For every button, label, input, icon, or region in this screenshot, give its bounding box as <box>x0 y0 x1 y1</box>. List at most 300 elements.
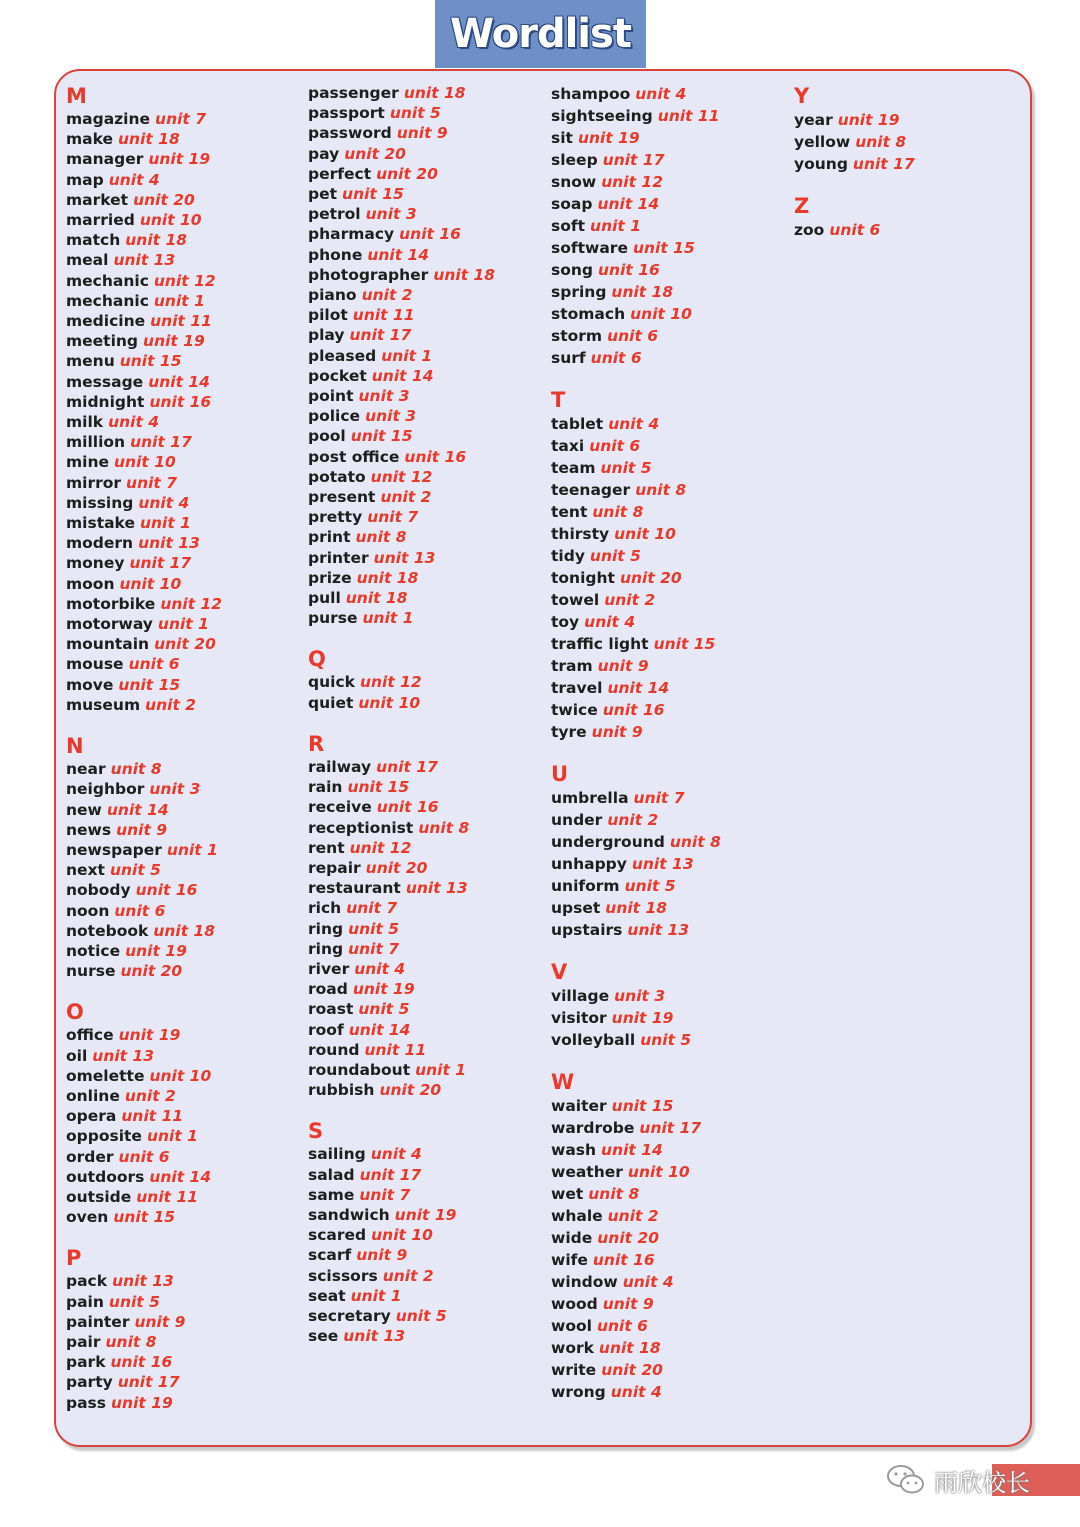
unit-ref: unit 4 <box>584 613 636 631</box>
word: sailing <box>308 1145 366 1164</box>
unit-ref: unit 1 <box>350 1286 402 1305</box>
word-entry <box>66 961 222 981</box>
unit-ref: unit 18 <box>598 1339 661 1357</box>
unit-ref: unit 20 <box>133 190 195 209</box>
unit-ref: unit 5 <box>624 877 676 895</box>
unit-ref: unit 16 <box>404 447 467 466</box>
word-entry <box>66 594 222 614</box>
word-entry <box>551 325 721 347</box>
unit-ref: unit 4 <box>108 413 160 432</box>
word-entry <box>66 1086 222 1106</box>
letter-section <box>551 1069 721 1403</box>
unit-ref: unit 8 <box>669 833 721 851</box>
letter-section <box>551 83 721 369</box>
unit-ref: unit 2 <box>380 488 432 507</box>
word: market <box>66 190 129 209</box>
unit-ref: unit 16 <box>399 225 461 244</box>
word-entry <box>551 215 721 237</box>
unit-ref: unit 10 <box>630 305 692 323</box>
word-entry <box>551 457 721 479</box>
word: point <box>308 387 354 406</box>
unit-ref: unit 1 <box>415 1060 467 1079</box>
word: piano <box>308 286 357 305</box>
word: restaurant <box>308 879 401 898</box>
word-entry <box>66 1372 222 1392</box>
word: nobody <box>66 881 131 900</box>
word-entry <box>551 1117 721 1139</box>
word: newspaper <box>66 840 162 859</box>
word: pretty <box>308 508 363 527</box>
watermark <box>886 1460 1030 1500</box>
word-entry <box>308 1144 495 1164</box>
word: wrong <box>551 1383 606 1401</box>
unit-ref: unit 5 <box>358 1000 410 1019</box>
unit-ref: unit 2 <box>145 695 197 714</box>
word: rain <box>308 778 343 797</box>
word: photographer <box>308 265 429 284</box>
word: pocket <box>308 366 367 385</box>
unit-ref: unit 12 <box>160 594 223 613</box>
word-entry <box>66 190 222 210</box>
word-entry <box>308 588 495 608</box>
word: round <box>308 1040 360 1059</box>
unit-ref: unit 18 <box>125 231 188 250</box>
unit-ref: unit 10 <box>371 1226 433 1245</box>
word: snow <box>551 173 597 191</box>
word: online <box>66 1086 120 1105</box>
unit-ref: unit 17 <box>129 554 192 573</box>
word: wife <box>551 1251 588 1269</box>
word-entry <box>551 1315 721 1337</box>
word-entry <box>66 779 222 799</box>
word: omelette <box>66 1066 145 1085</box>
word: police <box>308 407 361 426</box>
word-entry <box>551 193 721 215</box>
word: pet <box>308 185 338 204</box>
unit-ref: unit 16 <box>602 701 665 719</box>
word: pharmacy <box>308 225 395 244</box>
unit-ref: unit 20 <box>597 1229 660 1247</box>
unit-ref: unit 12 <box>153 271 216 290</box>
unit-ref: unit 15 <box>632 239 695 257</box>
unit-ref: unit 5 <box>348 919 400 938</box>
word: tablet <box>551 415 604 433</box>
word: surf <box>551 349 586 367</box>
unit-ref: unit 2 <box>124 1086 176 1105</box>
word-entry <box>66 1066 222 1086</box>
word-entry <box>551 171 721 193</box>
word: whale <box>551 1207 603 1225</box>
word-entry <box>308 224 495 244</box>
word: new <box>66 800 102 819</box>
word-entry <box>551 875 721 897</box>
word-entry <box>794 131 915 153</box>
word-entry <box>308 1060 495 1080</box>
word-entry <box>66 149 222 169</box>
section-letter: M <box>66 84 87 108</box>
word: work <box>551 1339 594 1357</box>
letter-section <box>66 1245 222 1412</box>
word-entry <box>794 109 915 131</box>
word-entry <box>308 204 495 224</box>
unit-ref: unit 8 <box>105 1332 157 1351</box>
word-entry <box>66 675 222 695</box>
word: ring <box>308 919 344 938</box>
word-entry <box>551 853 721 875</box>
word: zoo <box>794 221 825 239</box>
word: young <box>794 155 848 173</box>
word-entry <box>551 1227 721 1249</box>
word: shampoo <box>551 85 631 103</box>
word: travel <box>551 679 603 697</box>
word: office <box>66 1026 114 1045</box>
word: wide <box>551 1229 593 1247</box>
unit-ref: unit 20 <box>154 635 216 654</box>
word-entry <box>66 392 222 412</box>
word: sightseeing <box>551 107 653 125</box>
unit-ref: unit 7 <box>367 508 419 527</box>
unit-ref: unit 16 <box>592 1251 655 1269</box>
unit-ref: unit 1 <box>153 291 205 310</box>
word: present <box>308 488 376 507</box>
section-letter: V <box>551 960 568 984</box>
word-entry <box>551 787 721 809</box>
unit-ref: unit 8 <box>588 1185 640 1203</box>
word: software <box>551 239 628 257</box>
word-entry <box>551 1183 721 1205</box>
word: party <box>66 1373 113 1392</box>
word: towel <box>551 591 600 609</box>
word-entry <box>308 939 495 959</box>
unit-ref: unit 9 <box>591 723 643 741</box>
word-entry <box>794 219 915 241</box>
unit-ref: unit 10 <box>119 574 182 593</box>
word: make <box>66 130 114 149</box>
unit-ref: unit 10 <box>627 1163 690 1181</box>
word-entry <box>66 493 222 513</box>
word: taxi <box>551 437 585 455</box>
word: rubbish <box>308 1081 375 1100</box>
unit-ref: unit 20 <box>344 144 406 163</box>
word: prize <box>308 568 352 587</box>
word: seat <box>308 1286 346 1305</box>
unit-ref: unit 1 <box>146 1127 198 1146</box>
unit-ref: unit 16 <box>149 392 212 411</box>
word-entry <box>551 1271 721 1293</box>
word-entry <box>551 677 721 699</box>
word: uniform <box>551 877 620 895</box>
unit-ref: unit 9 <box>116 820 168 839</box>
section-letter: P <box>66 1246 82 1271</box>
word: perfect <box>308 164 372 183</box>
word: tonight <box>551 569 615 587</box>
unit-ref: unit 17 <box>349 326 412 345</box>
word: mechanic <box>66 291 149 310</box>
unit-ref: unit 14 <box>148 372 210 391</box>
unit-ref: unit 5 <box>389 104 441 123</box>
section-letter: N <box>66 734 84 759</box>
word: repair <box>308 858 361 877</box>
word: wash <box>551 1141 597 1159</box>
word: potato <box>308 467 366 486</box>
unit-ref: unit 16 <box>376 798 439 817</box>
word-entry <box>308 305 495 325</box>
unit-ref: unit 11 <box>364 1040 427 1059</box>
word-entry <box>66 880 222 900</box>
unit-ref: unit 8 <box>418 818 470 837</box>
unit-ref: unit 8 <box>355 528 407 547</box>
unit-ref: unit 13 <box>92 1046 155 1065</box>
word: volleyball <box>551 1031 636 1049</box>
word: write <box>551 1361 597 1379</box>
section-letter: Z <box>794 194 810 218</box>
word-entry <box>308 366 495 386</box>
unit-ref: unit 7 <box>346 899 398 918</box>
unit-ref: unit 5 <box>108 1292 160 1311</box>
unit-ref: unit 19 <box>394 1205 457 1224</box>
word-entry <box>66 941 222 961</box>
unit-ref: unit 13 <box>113 251 176 270</box>
word: medicine <box>66 312 146 331</box>
word: upstairs <box>551 921 623 939</box>
word-entry <box>66 170 222 190</box>
word-entry <box>551 985 721 1007</box>
word-entry <box>551 281 721 303</box>
unit-ref: unit 14 <box>106 800 169 819</box>
unit-ref: unit 10 <box>614 525 676 543</box>
word-entry <box>308 346 495 366</box>
unit-ref: unit 20 <box>120 962 183 981</box>
word: park <box>66 1353 106 1372</box>
word-entry <box>66 1126 222 1146</box>
unit-ref: unit 14 <box>607 679 670 697</box>
unit-ref: unit 19 <box>837 111 900 129</box>
letter-section <box>794 83 915 175</box>
word-entry <box>308 447 495 467</box>
unit-ref: unit 7 <box>348 939 400 958</box>
word: order <box>66 1147 114 1166</box>
word-entry <box>551 1139 721 1161</box>
unit-ref: unit 18 <box>356 568 419 587</box>
unit-ref: unit 12 <box>601 173 663 191</box>
word-entry <box>66 452 222 472</box>
word: opera <box>66 1107 117 1126</box>
word-entry <box>551 1337 721 1359</box>
word: missing <box>66 493 134 512</box>
word-entry <box>308 1205 495 1225</box>
word: same <box>308 1185 355 1204</box>
word-entry <box>551 611 721 633</box>
unit-ref: unit 4 <box>635 85 687 103</box>
unit-ref: unit 5 <box>109 861 161 880</box>
word: thirsty <box>551 525 610 543</box>
word-entry <box>551 1161 721 1183</box>
word-entry <box>551 1293 721 1315</box>
word: yellow <box>794 133 851 151</box>
word-entry <box>66 331 222 351</box>
unit-ref: unit 20 <box>619 569 682 587</box>
word-entry <box>308 1225 495 1245</box>
word: next <box>66 861 105 880</box>
word: teenager <box>551 481 631 499</box>
word: quiet <box>308 693 354 712</box>
word: year <box>794 111 833 129</box>
unit-ref: unit 9 <box>134 1312 186 1331</box>
word: pilot <box>308 306 348 325</box>
unit-ref: unit 6 <box>829 221 881 239</box>
word: midnight <box>66 392 145 411</box>
word-entry <box>308 487 495 507</box>
wechat-icon <box>886 1463 926 1497</box>
unit-ref: unit 20 <box>365 858 428 877</box>
word-entry <box>551 105 721 127</box>
unit-ref: unit 5 <box>640 1031 692 1049</box>
unit-ref: unit 13 <box>373 548 436 567</box>
unit-ref: unit 19 <box>148 150 211 169</box>
unit-ref: unit 4 <box>108 170 160 189</box>
word: mechanic <box>66 271 149 290</box>
word-entry <box>66 1332 222 1352</box>
unit-ref: unit 8 <box>855 133 907 151</box>
word: map <box>66 170 104 189</box>
unit-ref: unit 2 <box>604 591 656 609</box>
word-entry <box>66 351 222 371</box>
word: mountain <box>66 635 150 654</box>
word-entry <box>308 898 495 918</box>
unit-ref: unit 11 <box>136 1187 199 1206</box>
word-entry <box>66 634 222 654</box>
word-entry <box>308 693 495 713</box>
word: message <box>66 372 144 391</box>
word: play <box>308 326 345 345</box>
word-entry <box>66 695 222 715</box>
unit-ref: unit 1 <box>139 514 191 533</box>
unit-ref: unit 5 <box>600 459 652 477</box>
letter-section <box>551 959 721 1051</box>
word: magazine <box>66 110 151 128</box>
unit-ref: unit 19 <box>125 941 187 960</box>
word: news <box>66 820 112 839</box>
unit-ref: unit 19 <box>577 129 640 147</box>
word: move <box>66 675 114 694</box>
unit-ref: unit 15 <box>113 1208 176 1227</box>
word-entry <box>551 567 721 589</box>
unit-ref: unit 3 <box>365 205 417 224</box>
unit-ref: unit 13 <box>343 1327 406 1346</box>
unit-ref: unit 14 <box>367 245 430 264</box>
word-entry <box>66 1187 222 1207</box>
letter-section <box>794 193 915 241</box>
word: printer <box>308 548 369 567</box>
word-entry <box>66 1207 222 1227</box>
word-entry <box>66 860 222 880</box>
word: traffic light <box>551 635 649 653</box>
word-entry <box>551 1359 721 1381</box>
word-entry <box>308 325 495 345</box>
word-entry <box>308 1306 495 1326</box>
letter-section <box>66 999 222 1227</box>
unit-ref: unit 6 <box>114 901 166 920</box>
word: scissors <box>308 1266 378 1285</box>
unit-ref: unit 7 <box>155 110 207 128</box>
watermark-text: 雨欣校长 <box>934 1468 1030 1497</box>
word: moon <box>66 574 115 593</box>
unit-ref: unit 11 <box>121 1107 184 1126</box>
word: sandwich <box>308 1205 390 1224</box>
unit-ref: unit 10 <box>114 453 176 472</box>
word: manager <box>66 150 144 169</box>
word-entry <box>551 347 721 369</box>
word: tidy <box>551 547 585 565</box>
unit-ref: unit 6 <box>128 655 180 674</box>
word-entry <box>308 777 495 797</box>
section-letter: T <box>551 388 566 412</box>
word: pull <box>308 589 341 608</box>
word: pack <box>66 1272 108 1291</box>
column-1 <box>66 83 222 1431</box>
letter-section <box>308 1118 495 1346</box>
word-entry <box>66 614 222 634</box>
section-letter: U <box>551 762 569 786</box>
unit-ref: unit 15 <box>342 185 404 204</box>
word-entry <box>551 259 721 281</box>
word: receive <box>308 798 372 817</box>
unit-ref: unit 10 <box>139 211 202 230</box>
unit-ref: unit 7 <box>359 1185 411 1204</box>
word-entry <box>308 467 495 487</box>
word-entry <box>551 721 721 743</box>
word-entry <box>308 568 495 588</box>
word-entry <box>66 291 222 311</box>
word: oven <box>66 1208 109 1227</box>
word-entry <box>308 959 495 979</box>
word: neighbor <box>66 780 145 799</box>
word-entry <box>308 919 495 939</box>
word: money <box>66 554 125 573</box>
word-entry <box>308 144 495 164</box>
word-entry <box>66 1046 222 1066</box>
unit-ref: unit 9 <box>356 1246 408 1265</box>
word-entry <box>66 1025 222 1045</box>
section-letter: Q <box>308 647 326 672</box>
word: wood <box>551 1295 598 1313</box>
unit-ref: unit 9 <box>602 1295 654 1313</box>
word-entry <box>66 250 222 270</box>
unit-ref: unit 18 <box>403 84 466 102</box>
word: railway <box>308 757 372 776</box>
word-entry <box>308 285 495 305</box>
word-entry <box>308 548 495 568</box>
unit-ref: unit 12 <box>359 673 422 692</box>
word-entry <box>308 1165 495 1185</box>
unit-ref: unit 7 <box>126 473 178 492</box>
word-entry <box>794 153 915 175</box>
word-entry <box>551 127 721 149</box>
word: passenger <box>308 84 399 102</box>
unit-ref: unit 3 <box>358 387 410 406</box>
unit-ref: unit 12 <box>349 838 412 857</box>
unit-ref: unit 18 <box>611 283 674 301</box>
unit-ref: unit 4 <box>370 1145 422 1164</box>
unit-ref: unit 13 <box>631 855 694 873</box>
unit-ref: unit 17 <box>376 757 438 776</box>
word: roof <box>308 1020 344 1039</box>
unit-ref: unit 13 <box>405 879 468 898</box>
word: pair <box>66 1332 101 1351</box>
word: petrol <box>308 205 361 224</box>
word-entry <box>551 545 721 567</box>
word-entry <box>308 1286 495 1306</box>
